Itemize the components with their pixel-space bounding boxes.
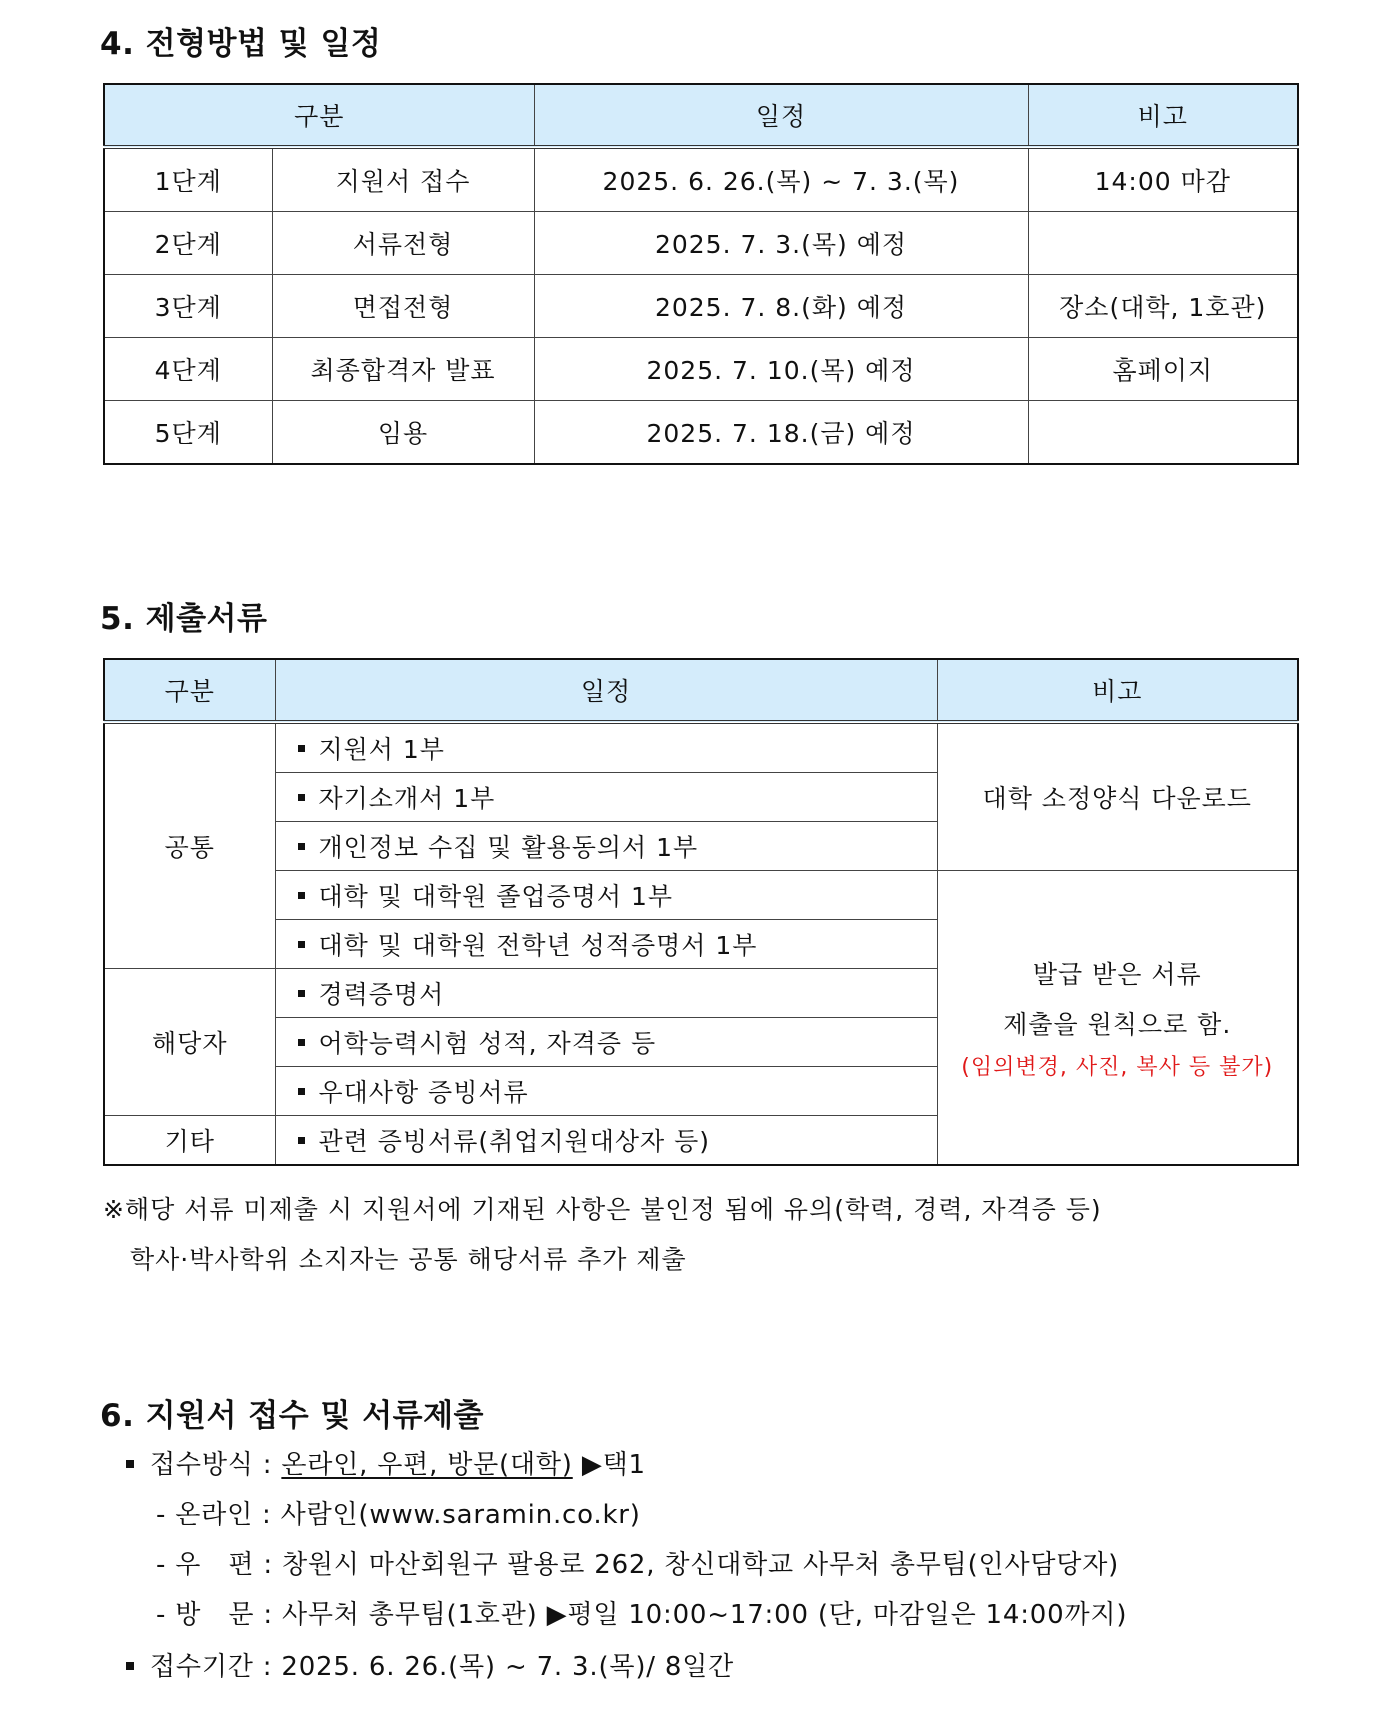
note-download: 대학 소정양식 다운로드 bbox=[937, 722, 1298, 871]
note-line-1: 발급 받은 서류 bbox=[1032, 959, 1202, 989]
stage-date-cell: 2025. 7. 18.(금) 예정 bbox=[534, 401, 1028, 465]
method-label: 접수방식 : bbox=[150, 1450, 282, 1480]
document-item bbox=[275, 969, 937, 1018]
schedule-table bbox=[103, 83, 1299, 465]
schedule-header-row bbox=[104, 84, 1298, 147]
schedule-header-category: 구분 bbox=[104, 84, 534, 147]
online-line: - 온라인 : 사람인(www.saramin.co.kr) bbox=[156, 1500, 641, 1530]
document-label: 대학 및 대학원 졸업증명서 1부 bbox=[318, 882, 673, 911]
footnote-1: ※해당 서류 미제출 시 지원서에 기재된 사항은 불인정 됨에 유의(학력, 경력, 자격증 등) bbox=[103, 1195, 1102, 1224]
bullet-icon bbox=[298, 794, 305, 801]
table-row bbox=[104, 212, 1298, 275]
stage-name-cell: 임용 bbox=[272, 401, 534, 465]
stage-date-cell: 2025. 7. 3.(목) 예정 bbox=[534, 212, 1028, 275]
stage-note-cell: 14:00 마감 bbox=[1028, 147, 1298, 212]
document-item bbox=[275, 871, 937, 920]
table-row bbox=[104, 401, 1298, 465]
method-value: 온라인, 우편, 방문(대학) bbox=[281, 1450, 573, 1480]
document-item bbox=[275, 822, 937, 871]
document-item bbox=[275, 773, 937, 822]
stage-cell: 1단계 bbox=[104, 147, 272, 212]
document-label: 관련 증빙서류(취업지원대상자 등) bbox=[318, 1127, 711, 1156]
bullet-icon bbox=[298, 990, 305, 997]
period-line bbox=[126, 1646, 734, 1683]
stage-name-cell: 면접전형 bbox=[272, 275, 534, 338]
document-item bbox=[275, 1067, 937, 1116]
documents-table bbox=[103, 658, 1299, 1166]
bullet-icon bbox=[298, 1088, 305, 1095]
stage-note-cell: 장소(대학, 1호관) bbox=[1028, 275, 1298, 338]
bullet-icon bbox=[298, 1039, 305, 1046]
stage-name-cell: 지원서 접수 bbox=[272, 147, 534, 212]
document-label: 지원서 1부 bbox=[318, 735, 445, 764]
note-line-2: 제출을 원칙으로 함. bbox=[1003, 1009, 1232, 1039]
documents-header-row bbox=[104, 659, 1298, 722]
stage-note-cell bbox=[1028, 212, 1298, 275]
stage-name-cell: 서류전형 bbox=[272, 212, 534, 275]
bullet-icon bbox=[298, 1137, 305, 1144]
document-label: 개인정보 수집 및 활용동의서 1부 bbox=[318, 833, 699, 862]
schedule-header-date: 일정 bbox=[534, 84, 1028, 147]
category-applicable: 해당자 bbox=[104, 969, 275, 1116]
note-warning: (임의변경, 사진, 복사 등 불가) bbox=[961, 1054, 1274, 1080]
stage-cell: 2단계 bbox=[104, 212, 272, 275]
method-suffix: ▶택1 bbox=[572, 1450, 646, 1480]
table-row bbox=[104, 871, 1298, 920]
document-label: 우대사항 증빙서류 bbox=[318, 1078, 529, 1107]
stage-cell: 5단계 bbox=[104, 401, 272, 465]
document-label: 자기소개서 1부 bbox=[318, 784, 496, 813]
stage-cell: 3단계 bbox=[104, 275, 272, 338]
document-label: 어학능력시험 성적, 자격증 등 bbox=[318, 1029, 657, 1058]
method-line bbox=[126, 1444, 646, 1481]
stage-date-cell: 2025. 7. 8.(화) 예정 bbox=[534, 275, 1028, 338]
document-item bbox=[275, 1018, 937, 1067]
document-item bbox=[275, 1116, 937, 1166]
stage-note-cell: 홈페이지 bbox=[1028, 338, 1298, 401]
mail-line: - 우 편 : 창원시 마산회원구 팔용로 262, 창신대학교 사무처 총무팀(인사담당자) bbox=[156, 1550, 1120, 1580]
section5-title: 5. 제출서류 bbox=[100, 601, 268, 637]
section4-title: 4. 전형방법 및 일정 bbox=[100, 26, 382, 62]
table-row bbox=[104, 338, 1298, 401]
document-item bbox=[275, 722, 937, 773]
bullet-icon bbox=[298, 843, 305, 850]
bullet-icon bbox=[126, 1662, 134, 1670]
schedule-header-note: 비고 bbox=[1028, 84, 1298, 147]
stage-date-cell: 2025. 6. 26.(목) ~ 7. 3.(목) bbox=[534, 147, 1028, 212]
table-row bbox=[104, 147, 1298, 212]
documents-header-note: 비고 bbox=[937, 659, 1298, 722]
document-item bbox=[275, 920, 937, 969]
document-label: 대학 및 대학원 전학년 성적증명서 1부 bbox=[318, 931, 758, 960]
bullet-icon bbox=[298, 745, 305, 752]
table-row bbox=[104, 275, 1298, 338]
table-row bbox=[104, 722, 1298, 773]
documents-header-list: 일정 bbox=[275, 659, 937, 722]
category-common: 공통 bbox=[104, 722, 275, 969]
stage-note-cell bbox=[1028, 401, 1298, 465]
documents-header-category: 구분 bbox=[104, 659, 275, 722]
document-label: 경력증명서 bbox=[318, 980, 445, 1009]
footnote-2: 학사·박사학위 소지자는 공통 해당서류 추가 제출 bbox=[130, 1245, 687, 1274]
stage-name-cell: 최종합격자 발표 bbox=[272, 338, 534, 401]
stage-date-cell: 2025. 7. 10.(목) 예정 bbox=[534, 338, 1028, 401]
note-original-required bbox=[937, 871, 1298, 1166]
period-text: 접수기간 : 2025. 6. 26.(목) ~ 7. 3.(목)/ 8일간 bbox=[150, 1652, 735, 1682]
category-other: 기타 bbox=[104, 1116, 275, 1166]
section6-title: 6. 지원서 접수 및 서류제출 bbox=[100, 1398, 484, 1434]
bullet-icon bbox=[298, 941, 305, 948]
bullet-icon bbox=[298, 892, 305, 899]
visit-line: - 방 문 : 사무처 총무팀(1호관) ▶평일 10:00~17:00 (단, 마감일은 14:00까지) bbox=[156, 1600, 1128, 1630]
stage-cell: 4단계 bbox=[104, 338, 272, 401]
bullet-icon bbox=[126, 1460, 134, 1468]
